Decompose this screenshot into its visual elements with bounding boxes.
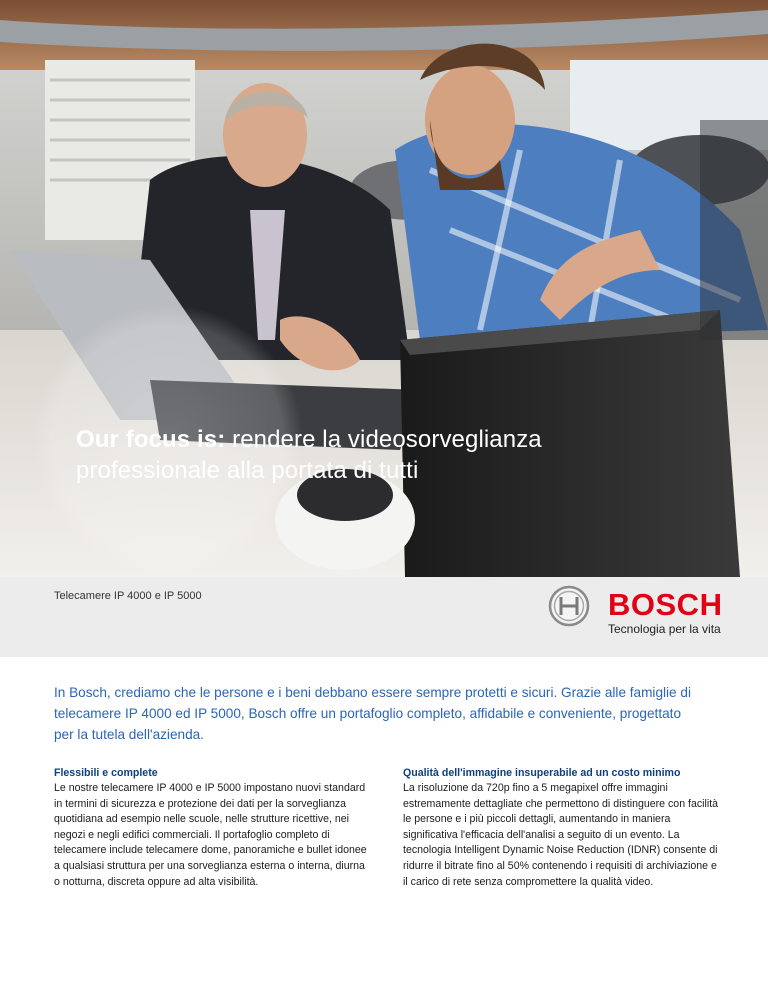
feature-column-image-quality: [403, 766, 721, 890]
feature-column-flexible: [54, 766, 372, 890]
bosch-wordmark: BOSCH: [608, 587, 723, 622]
headline-rest: rendere la videosorveglianza professionale alla portata di tutti: [76, 426, 542, 484]
headline-bold: Our focus is:: [76, 426, 226, 453]
intro-paragraph: In Bosch, crediamo che le persone e i beni debbano essere sempre protetti e sicuri. Grazie alle famiglie di telecamere IP 4000 ed IP 5000, Bosch offre un portafoglio completo, affidabile e conveniente, progettato per la tutela dell'azienda.: [54, 685, 691, 742]
column-body: La risoluzione da 720p fino a 5 megapixel offre immagini estremamente dettagliate che permettono di distinguere con facilità le persone e i più piccoli dettagli, aumentando in maniera significativa l'efficacia dell'analisi a seguito di un evento. La tecnologia Intelligent Dynamic Noise Reduction (IDNR) consente di ridurre il bitrate fino al 50% contenendo i requisiti di archiviazione e il carico di rete senza compromettere la qualità video.: [403, 782, 719, 888]
brand-tagline: Tecnologia per la vita: [608, 622, 721, 636]
product-line: Telecamere IP 4000 e IP 5000: [54, 590, 202, 602]
bosch-armature-logo-icon: [548, 585, 590, 627]
column-body: Le nostre telecamere IP 4000 e IP 5000 impostano nuovi standard in termini di sicurezza e protezione dei dati per la sorveglianza quotidiana ad esempio nelle scuole, nelle strutture ricettive, nei negozi e negli edifici commerciali. Il portafoglio completo di telecamere include telecamere dome, panoramiche e bullet idonee a qualsiasi struttura per una sorveglianza esterna o interna, diurna o notturna, discreta oppure ad alta visibilità.: [54, 782, 367, 888]
column-heading: Qualità dell'immagine insuperabile ad un costo minimo: [403, 767, 681, 779]
column-heading: Flessibili e complete: [54, 767, 158, 779]
hero-headline: [76, 424, 546, 486]
